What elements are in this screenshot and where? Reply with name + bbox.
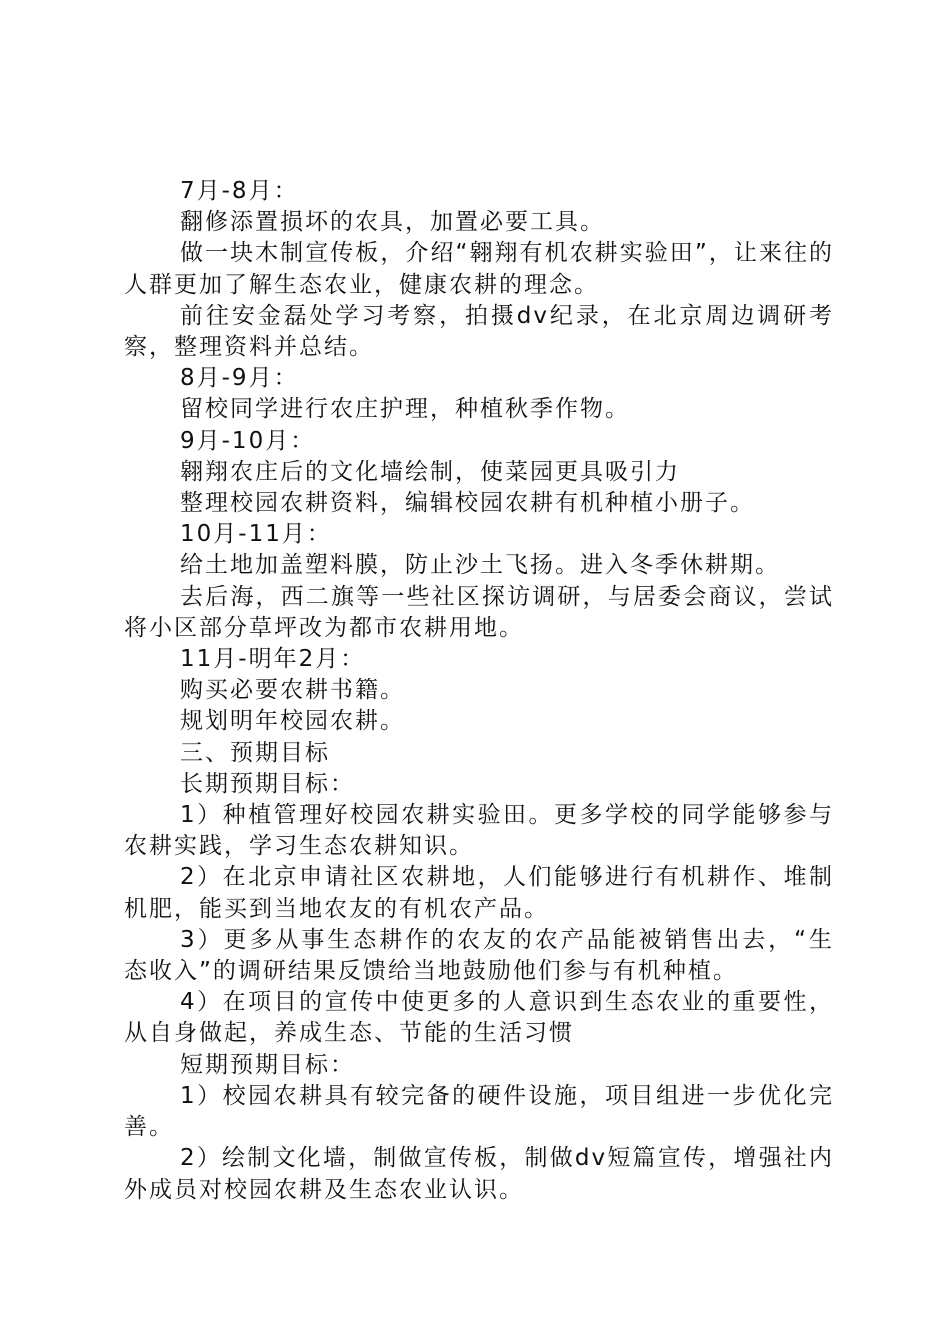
paragraph: 去后海，西二旗等一些社区探访调研，与居委会商议，尝试将小区部分草坪改为都市农耕用地。 [124,583,834,641]
list-item: 2）在北京申请社区农耕地，人们能够进行有机耕作、堆制机肥，能买到当地农友的有机农产品。 [124,864,834,922]
paragraph-schedule-jul-aug: 7月-8月： [180,178,299,204]
paragraph-schedule-oct-nov: 10月-11月： [180,521,332,548]
list-item: 4）在项目的宣传中使更多的人意识到生态农业的重要性，从自身做起，养成生态、节能的生活习惯 [124,989,834,1047]
paragraph: 规划明年校园农耕。 [180,708,405,735]
list-item: 2）绘制文化墙，制做宣传板，制做dv短篇宣传，增强社内外成员对校园农耕及生态农业认识。 [124,1145,834,1203]
paragraph: 整理校园农耕资料，编辑校园农耕有机种植小册子。 [180,490,755,517]
paragraph: 翻修添置损坏的农具，加置必要工具。 [180,209,605,236]
paragraph: 购买必要农耕书籍。 [180,677,405,704]
subheading-short-term-goals: 短期预期目标： [180,1051,355,1078]
paragraph-schedule-aug-sep: 8月-9月： [180,365,299,392]
paragraph-schedule-nov-feb: 11月-明年2月： [180,646,366,673]
paragraph: 前往安金磊处学习考察，拍摄dv纪录，在北京周边调研考察，整理资料并总结。 [124,302,834,361]
section-heading-expected-goals: 三、预期目标 [180,739,330,766]
paragraph: 翱翔农庄后的文化墙绘制，使菜园更具吸引力 [180,458,680,485]
paragraph: 给土地加盖塑料膜，防止沙土飞扬。进入冬季休耕期。 [180,552,780,579]
list-item: 1）校园农耕具有较完备的硬件设施，项目组进一步优化完善。 [124,1082,834,1141]
paragraph: 做一块木制宣传板，介绍“翱翔有机农耕实验田”，让来往的人群更加了解生态农业，健康农耕的理念。 [124,240,834,298]
list-item: 3）更多从事生态耕作的农友的农产品能被销售出去，“生态收入”的调研结果反馈给当地鼓励他们参与有机种植。 [124,926,834,985]
paragraph: 留校同学进行农庄护理，种植秋季作物。 [180,396,630,423]
paragraph-schedule-sep-oct: 9月-10月： [180,427,316,454]
subheading-long-term-goals: 长期预期目标： [180,770,355,797]
list-item: 1）种植管理好校园农耕实验田。更多学校的同学能够参与农耕实践，学习生态农耕知识。 [124,802,834,860]
document-body [124,176,834,1206]
